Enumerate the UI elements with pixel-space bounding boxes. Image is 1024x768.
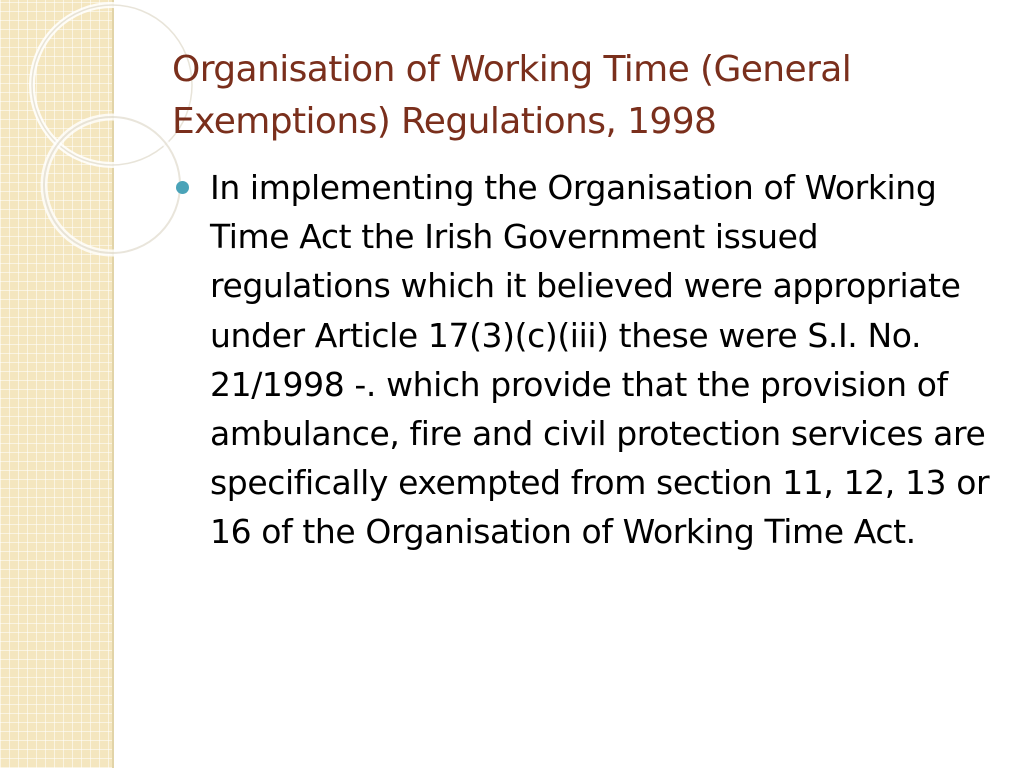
decorative-rings xyxy=(0,0,200,300)
bullet-list xyxy=(172,163,992,557)
slide-title: Organisation of Working Time (General Exemptions) Regulations, 1998 xyxy=(172,49,852,142)
decor-ring-inner-shadow xyxy=(44,117,180,253)
bullet-item xyxy=(172,163,992,557)
bullet-text: In implementing the Organisation of Working Time Act the Irish Government issued regulations which it believed were appropriate under Article 17(3)(c)(iii) these were S.I. No. 21/1998 -. which provide that the provision of ambulance, fire and civil protection services are specifically exempted from section 11, 12, 13 or 16 of the Organisation of Working Time Act. xyxy=(210,168,990,552)
bullet-dot-icon xyxy=(176,181,189,194)
